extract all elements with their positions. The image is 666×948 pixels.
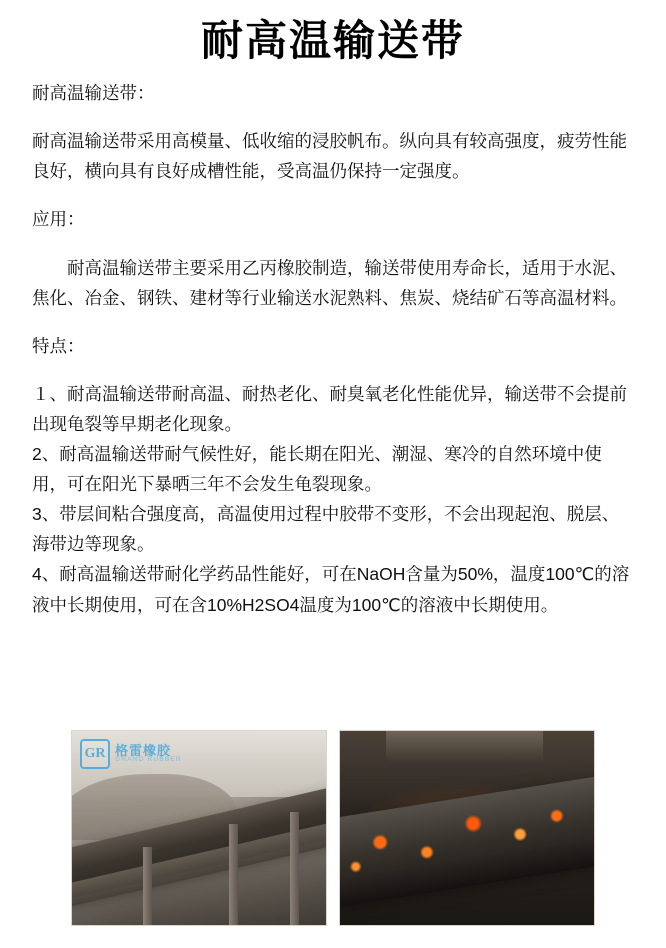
brand-logo-icon: GR: [80, 739, 110, 769]
photo-conveyor-quarry: [71, 730, 327, 926]
photo-support-post: [229, 824, 238, 925]
feature-item-1: １、耐高温输送带耐高温、耐热老化、耐臭氧老化性能优异，输送带不会提前出现龟裂等早期老化现象。: [32, 383, 627, 434]
application-heading: 应用：: [32, 209, 85, 230]
document-page: [0, 18, 666, 948]
document-body: [0, 78, 666, 619]
page-title: 耐高温输送带: [200, 17, 465, 64]
application-paragraph: 耐高温输送带主要采用乙丙橡胶制造，输送带使用寿命长，适用于水泥、焦化、冶金、钢铁、建材等行业输送水泥熟料、焦炭、烧结矿石等高温材料。: [32, 257, 627, 308]
brand-name-cn: 格雷橡胶: [115, 742, 172, 758]
brand-watermark-text: [115, 744, 182, 764]
photo-support-post: [290, 812, 299, 925]
product-photo-gallery: [0, 730, 666, 926]
intro-paragraph: 耐高温输送带采用高模量、低收缩的浸胶帆布。纵向具有较高强度，疲劳性能良好，横向具有良好成槽性能，受高温仍保持一定强度。: [32, 131, 627, 182]
photo-support-post: [143, 847, 152, 925]
brand-watermark: [80, 739, 182, 769]
feature-item-2: 2、耐高温输送带耐气候性好，能长期在阳光、潮湿、寒冷的自然环境中使用，可在阳光下暴晒三年不会发生龟裂现象。: [32, 444, 602, 495]
feature-item-3: 3、带层间粘合强度高，高温使用过程中胶带不变形，不会出现起泡、脱层、海带边等现象。: [32, 504, 620, 555]
photo-overhead-beam: [386, 731, 543, 762]
feature-item-4: 4、耐高温输送带耐化学药品性能好，可在NaOH含量为50%，温度100℃的溶液中长期使用，可在含10%H2SO4温度为100℃的溶液中长期使用。: [32, 564, 630, 615]
photo-hot-sinter-belt: [339, 730, 595, 926]
intro-heading: 耐高温输送带：: [32, 83, 155, 104]
brand-name-en: GRAND RUBBER: [115, 756, 182, 764]
features-heading: 特点：: [32, 335, 85, 356]
